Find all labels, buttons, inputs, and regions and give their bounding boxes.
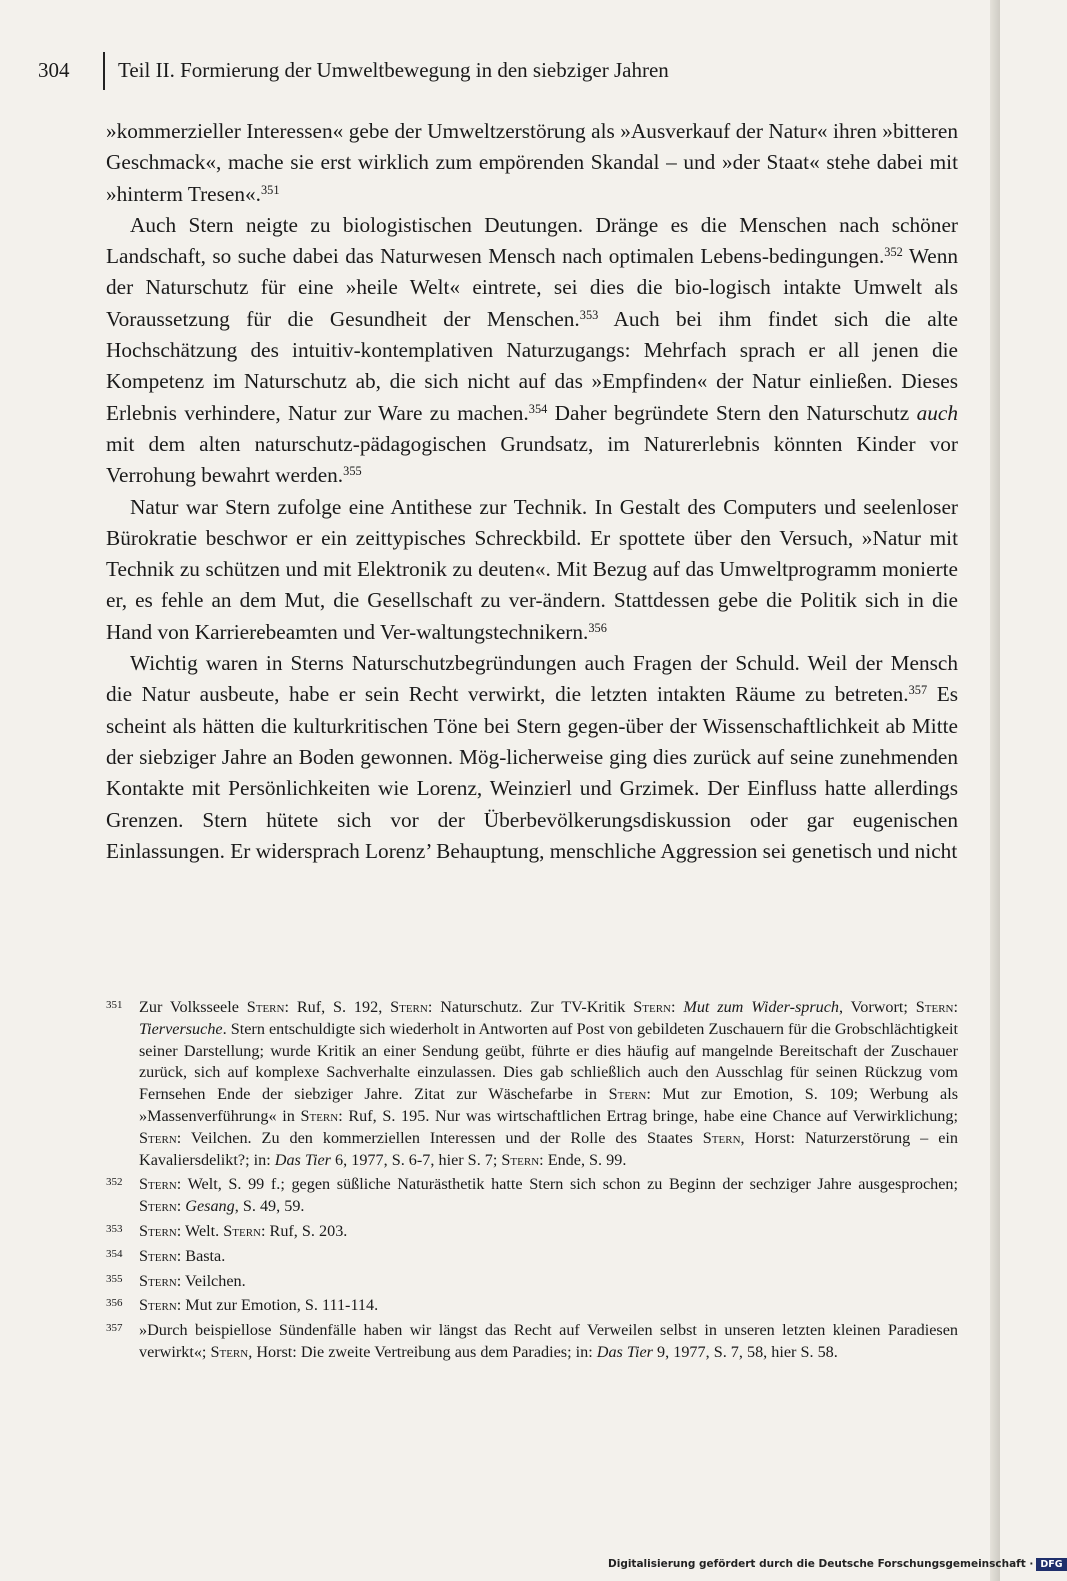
running-head: Teil II. Formierung der Umweltbewegung in den siebziger Jahren bbox=[118, 58, 669, 82]
paragraph-2: Auch Stern neigte zu biologistischen Deutungen. Dränge es die Menschen nach schöner Landschaft, so suche dabei das Naturwesen Mensch nach optimalen Lebens-bedingungen.$^{352}$ Wenn der Naturschutz für eine »heile Welt« eintrete, sei dies die bio-logisch intakte Umwelt als Voraussetzung für die Gesundheit der Menschen.$^{353}$ Auch bei ihm findet sich die alte Hochschätzung des intuitiv-kontemplativen Naturzugangs: Mehrfach sprach er all jenen die Kompetenz im Naturschutz ab, die sich nicht auf das »Empfinden« der Natur einließen. Dieses Erlebnis verhindere, Natur zur Ware zu machen.$^{354}$ Daher begründete Stern den Naturschutz auch mit dem alten naturschutz-pädagogischen Grundsatz, im Naturerlebnis könnten Kinder vor Verrohung bewahrt werden.$^{355}$ bbox=[106, 212, 958, 488]
dfg-logo: DFG bbox=[1036, 1558, 1066, 1571]
footnote-ref-356[interactable]: 356 bbox=[588, 620, 607, 635]
footnote-ref-355[interactable]: 355 bbox=[343, 464, 362, 479]
footnotes bbox=[106, 997, 958, 1367]
footnote-352: 352 Stern: Welt, S. 99 f.; gegen süßliche Naturästhetik hatte Stern sich schon zu Beginn der sechziger Jahre ausgesprochen; Stern: Gesang, S. 49, 59. bbox=[106, 1174, 958, 1218]
footnote-number: 356 bbox=[106, 1297, 123, 1310]
emphasis-auch: auch bbox=[916, 400, 958, 425]
paragraph-3: Natur war Stern zufolge eine Antithese zur Technik. In Gestalt des Computers und seelenloser Bürokratie beschwor er ein zeittypisches Schreckbild. Er spottete über den Versuch, »Natur mit Technik zu schützen und mit Elektronik zu deuten«. Mit Bezug auf das Umweltprogramm monierte er, es fehle an dem Mut, die Gesellschaft zu ver-ändern. Stattdessen gebe die Politik sich in die Hand von Karrierebeamten und Ver-waltungstechnikern.$^{356}$ bbox=[106, 494, 958, 644]
footnote-357: 357 »Durch beispiellose Sündenfälle haben wir längst das Recht auf Verweilen selbst in unseren letzten kleinen Paradiesen verwirkt«; Stern, Horst: Die zweite Vertreibung aus dem Paradies; in: Das Tier 9, 1977, S. 7, 58, hier S. 58. bbox=[106, 1320, 958, 1364]
footnote-number: 352 bbox=[106, 1176, 123, 1189]
page-number: 304 bbox=[38, 58, 70, 82]
footnote-number: 355 bbox=[106, 1272, 123, 1285]
footnote-354: 354 Stern: Basta. bbox=[106, 1246, 958, 1268]
footnote-ref-352[interactable]: 352 bbox=[884, 245, 903, 260]
footnote-353: 353 Stern: Welt. Stern: Ruf, S. 203. bbox=[106, 1221, 958, 1243]
footnote-number: 357 bbox=[106, 1322, 123, 1335]
footnote-ref-357[interactable]: 357 bbox=[908, 683, 928, 698]
main-text bbox=[106, 116, 958, 867]
footnote-number: 353 bbox=[106, 1222, 123, 1235]
footnote-number: 354 bbox=[106, 1247, 123, 1260]
digitization-footer bbox=[608, 1558, 1063, 1576]
page-header bbox=[38, 52, 958, 92]
footnote-351: 351 Zur Volksseele Stern: Ruf, S. 192, Stern: Naturschutz. Zur TV-Kritik Stern: Mut zum Wider-spruch, Vorwort; Stern: Tierversuche. Stern entschuldigte sich wiederholt in Antworten auf Post von gebildeten Zuschauern für die Grobschlächtigkeit seiner Darstellung; wurde Kritik an einer Sendung geübt, führte er dies häufig auf mangelnde Bereitschaft der Zuschauer zurück, sich auf komplexe Sachverhalte einzulassen. Dies gab schließlich auch den Ausschlag für seinen Rückzug vom Fernsehen Ende der siebziger Jahre. Zitat zur Wäschefarbe in Stern: Mut zur Emotion, S. 109; Werbung als »Massenverführung« in Stern: Ruf, S. 195. Nur was wirtschaftlichen Ertrag bringe, habe eine Chance auf Verwirklichung; Stern: Veilchen. Zu den kommerziellen Interessen und der Rolle des Staates Stern, Horst: Naturzerstörung – ein Kavaliersdelikt?; in: Das Tier 6, 1977, S. 6-7, hier S. 7; Stern: Ende, S. 99. bbox=[106, 997, 958, 1171]
paragraph-1: »kommerzieller Interessen« gebe der Umweltzerstörung als »Ausverkauf der Natur« ihren »bitteren Geschmack«, mache sie erst wirklich zum empörenden Skandal – und »der Staat« stehe dabei mit »hinterm Tresen«.$^{351}$ bbox=[106, 119, 958, 206]
footnote-number: 351 bbox=[106, 999, 123, 1011]
footnote-ref-351[interactable]: 351 bbox=[261, 182, 280, 197]
digitization-note: Digitalisierung gefördert durch die Deutsche Forschungsgemeinschaft · bbox=[608, 1558, 1034, 1570]
header-divider bbox=[103, 52, 105, 90]
footnote-ref-354[interactable]: 354 bbox=[528, 401, 548, 416]
footnote-ref-353[interactable]: 353 bbox=[579, 308, 599, 322]
footnote-356: 356 Stern: Mut zur Emotion, S. 111-114. bbox=[106, 1295, 958, 1317]
paragraph-4: Wichtig waren in Sterns Naturschutzbegründungen auch Fragen der Schuld. Weil der Mensch die Natur ausbeute, habe er sein Recht verwirkt, die letzten intakten Räume zu betreten.$^{357}$ Es scheint als hätten die kulturkritischen Töne bei Stern gegen-über der Wissenschaftlichkeit ab Mitte der siebziger Jahre an Boden gewonnen. Mög-licherweise ging dies zurück auf seine zunehmenden Kontakte mit Persönlichkeiten wie Lorenz, Weinzierl und Grzimek. Der Einfluss hatte allerdings Grenzen. Stern hütete sich vor der Überbevölkerungsdiskussion oder gar eugenischen Einlassungen. Er widersprach Lorenz’ Behauptung, menschliche Aggression sei genetisch und nicht bbox=[106, 651, 958, 863]
footnote-355: 355 Stern: Veilchen. bbox=[106, 1271, 958, 1293]
page-edge-shadow bbox=[990, 0, 1000, 1581]
